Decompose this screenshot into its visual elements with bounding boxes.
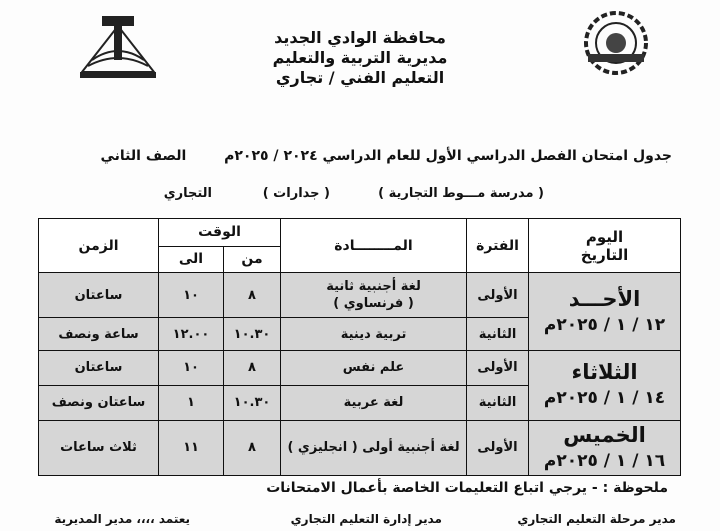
to-cell: ١٠ [159, 351, 224, 386]
period-cell: الأولى [467, 420, 529, 475]
school-name: ( مدرسة مـــوط التجارية ) [378, 186, 544, 201]
header-time: الوقت [159, 219, 281, 247]
subject-cell: تربية دينية [281, 318, 467, 351]
from-cell: ٨ [224, 351, 281, 386]
header-duration: الزمن [39, 219, 159, 273]
subject-cell: علم نفس [281, 351, 467, 386]
day-date: ١٢ / ١ / ٢٠٢٥م [543, 314, 666, 335]
signature-directorate-head: يعتمد ،،،، مدير المديرية [54, 512, 190, 526]
exam-schedule-table [38, 218, 681, 476]
school-type: التجاري [163, 186, 212, 201]
to-cell: ١١ [159, 420, 224, 475]
period-cell: الثانية [467, 385, 529, 420]
header-day-date [529, 219, 681, 273]
day-date: ١٦ / ١ / ٢٠٢٥م [543, 450, 666, 471]
header-department: التعليم الفني / تجاري [275, 68, 445, 87]
table-row [39, 273, 681, 318]
header-from: من [224, 246, 281, 273]
day-name: الأحـــد [568, 286, 641, 311]
period-cell: الأولى [467, 273, 529, 318]
exam-title [100, 148, 672, 164]
from-cell: ١٠.٣٠ [224, 385, 281, 420]
duration-cell: ساعة ونصف [39, 318, 159, 351]
exam-title-text: جدول امتحان الفصل الدراسي الأول للعام الدراسي ٢٠٢٤ / ٢٠٢٥م [224, 148, 672, 164]
day-date-cell [529, 351, 681, 421]
header-date: التاريخ [580, 245, 629, 264]
instructions-note: ملحوظة : - يرجي اتباع التعليمات الخاصة بأعمال الامتحانات [266, 480, 668, 496]
to-cell: ١ [159, 385, 224, 420]
header-directorate: مديرية التربية والتعليم [272, 48, 448, 67]
header-to: الى [159, 246, 224, 273]
subject-cell: لغة أجنبية أولى ( انجليزي ) [281, 420, 467, 475]
header-period: الفترة [467, 219, 529, 273]
header-subject: المــــــــادة [281, 219, 467, 273]
period-cell: الأولى [467, 351, 529, 386]
header-day: اليوم [585, 227, 624, 246]
day-date-cell [529, 273, 681, 351]
from-cell: ٨ [224, 420, 281, 475]
period-cell: الثانية [467, 318, 529, 351]
duration-cell: ثلاث ساعات [39, 420, 159, 475]
subject-line1: لغة أجنبية ثانية [326, 279, 421, 295]
subject-cell: لغة عربية [281, 385, 467, 420]
header-governorate: محافظة الوادي الجديد [274, 28, 446, 47]
from-cell: ١٠.٣٠ [224, 318, 281, 351]
from-cell: ٨ [224, 273, 281, 318]
subject-cell [281, 273, 467, 318]
to-cell: ١٠ [159, 273, 224, 318]
day-name: الثلاثاء [571, 360, 638, 385]
signature-admin-director: مدير إدارة التعليم التجاري [290, 512, 442, 526]
signature-stage-director: مدير مرحلة التعليم التجاري [517, 512, 676, 526]
grade-label: الصف الثاني [100, 148, 187, 164]
table-row [39, 351, 681, 386]
day-date: ١٤ / ١ / ٢٠٢٥م [543, 388, 666, 409]
duration-cell: ساعتان [39, 273, 159, 318]
duration-cell: ساعتان ونصف [39, 385, 159, 420]
subject-line2: ( فرنساوي ) [333, 296, 414, 312]
school-dept: ( جدارات ) [262, 186, 330, 201]
table-row [39, 420, 681, 475]
day-name: الخميس [563, 422, 646, 447]
to-cell: ١٢.٠٠ [159, 318, 224, 351]
day-date-cell [529, 420, 681, 475]
duration-cell: ساعتان [39, 351, 159, 386]
